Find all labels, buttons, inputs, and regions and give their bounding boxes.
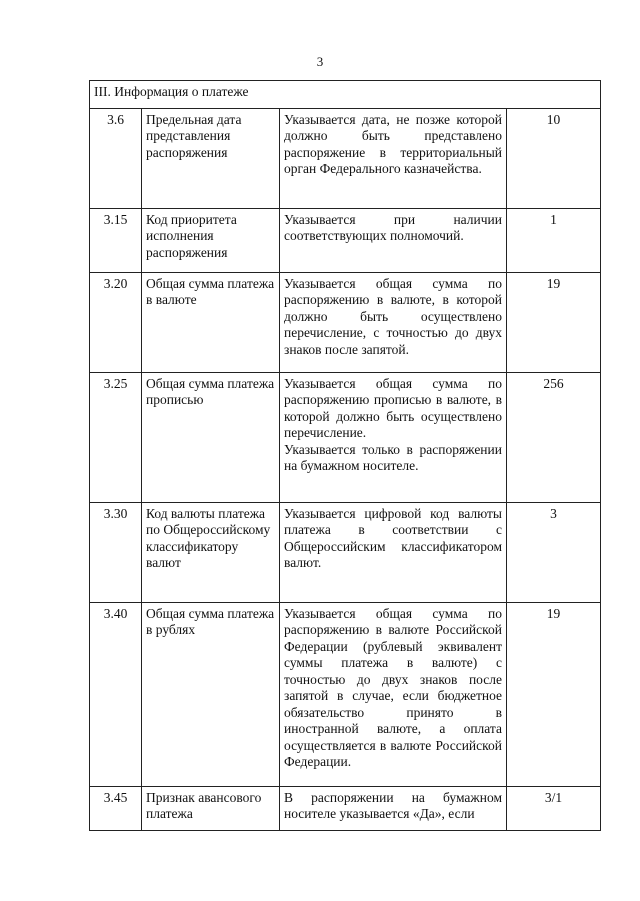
table-row: [90, 602, 601, 786]
field-description: [280, 786, 507, 830]
section-header-row: [90, 81, 601, 109]
table-row: [90, 786, 601, 830]
section-title: III. Информация о платеже: [90, 81, 601, 109]
field-description: [280, 208, 507, 272]
description-paragraph: Указывается дата, не позже которой должно быть представлено распоряжение в территориальный орган Федерального казначейства.: [284, 111, 502, 176]
field-description: [280, 602, 507, 786]
field-name: Общая сумма платежа прописью: [142, 372, 280, 502]
description-paragraph: Указывается общая сумма по распоряжению в валюте, в которой должно быть осуществлено перечисление, с точностью до двух знаков после запятой.: [284, 275, 502, 357]
field-value: 19: [507, 272, 601, 372]
row-number: 3.25: [90, 372, 142, 502]
field-description: [280, 372, 507, 502]
table-row: [90, 208, 601, 272]
description-paragraph: Указывается при наличии соответствующих полномочий.: [284, 211, 502, 243]
field-value: 3/1: [507, 786, 601, 830]
table-row: [90, 272, 601, 372]
description-paragraph: В распоряжении на бумажном носителе указывается «Да», если: [284, 789, 502, 821]
field-name: Предельная дата представления распоряжения: [142, 108, 280, 208]
row-number: 3.45: [90, 786, 142, 830]
field-name: Общая сумма платежа в валюте: [142, 272, 280, 372]
page-number: 3: [316, 54, 324, 69]
row-number: 3.20: [90, 272, 142, 372]
description-paragraph: Указывается только в распоряжении на бумажном носителе.: [284, 441, 502, 473]
field-name: Код приоритета исполнения распоряжения: [142, 208, 280, 272]
field-value: 10: [507, 108, 601, 208]
table-row: [90, 108, 601, 208]
field-name: Признак авансового платежа: [142, 786, 280, 830]
description-paragraph: Указывается общая сумма по распоряжению прописью в валюте, в которой должно быть осуществлено перечисление.: [284, 375, 502, 440]
field-description: [280, 272, 507, 372]
field-value: 1: [507, 208, 601, 272]
description-paragraph: Указывается цифровой код валюты платежа в соответствии с Общероссийским классификатором валют.: [284, 505, 502, 570]
field-description: [280, 502, 507, 602]
field-name: Общая сумма платежа в рублях: [142, 602, 280, 786]
field-value: 256: [507, 372, 601, 502]
row-number: 3.6: [90, 108, 142, 208]
field-description: [280, 108, 507, 208]
field-value: 19: [507, 602, 601, 786]
table-row: [90, 372, 601, 502]
payment-info-table: [89, 80, 601, 831]
field-value: 3: [507, 502, 601, 602]
table-row: [90, 502, 601, 602]
row-number: 3.30: [90, 502, 142, 602]
field-name: Код валюты платежа по Общероссийскому классификатору валют: [142, 502, 280, 602]
row-number: 3.15: [90, 208, 142, 272]
description-paragraph: Указывается общая сумма по распоряжению в валюте Российской Федерации (рублевый эквивалент суммы платежа в валюте) с точностью до двух знаков после запятой в случае, если бюджетное обязательство принято в иностранной валюте, а оплата осуществляется в валюте Российской Федерации.: [284, 605, 502, 769]
row-number: 3.40: [90, 602, 142, 786]
